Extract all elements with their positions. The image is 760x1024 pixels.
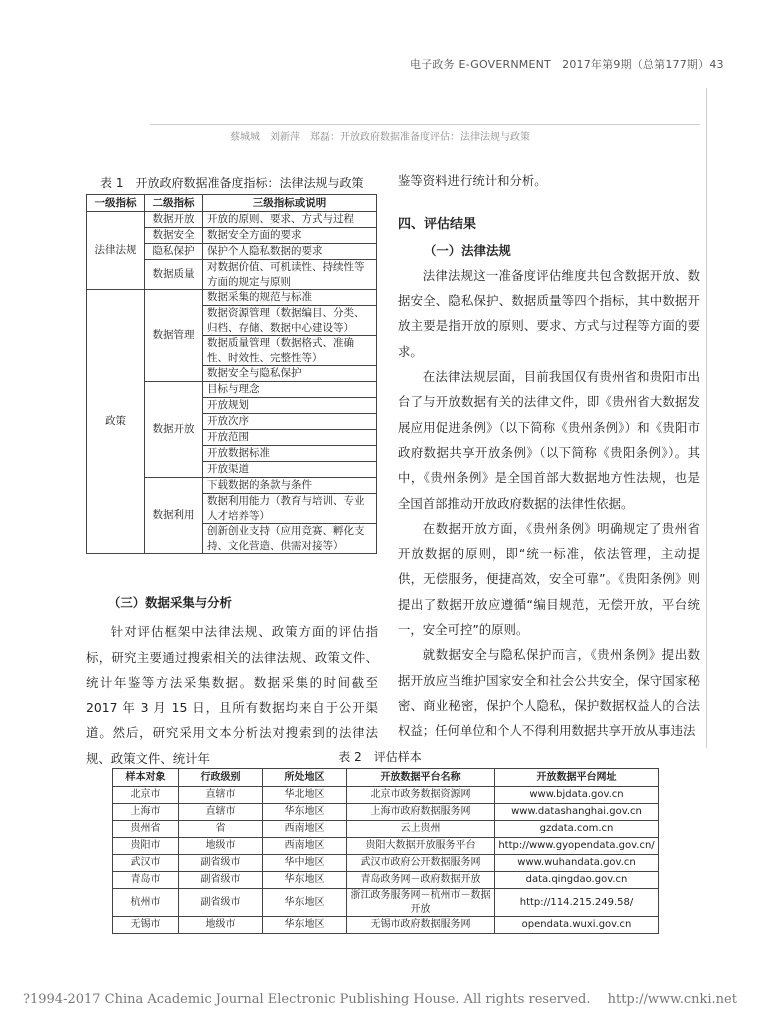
table2-cell: gzdata.com.cn [495,821,659,838]
table1-l3-cell: 数据资源管理（数据编目、分类、归档、存储、数据中心建设等） [203,306,377,336]
table1-l3-cell: 下载数据的条款与条件 [203,478,377,494]
table2-cell: 省 [179,821,263,838]
table1-l3-cell: 数据采集的规范与标准 [203,290,377,306]
table1-l3-cell: 保护个人隐私数据的要求 [203,244,377,260]
table2-cell: 直辖市 [179,787,263,804]
table2-header-row [113,769,659,787]
section-heading-3-3: （三）数据采集与分析 [108,595,232,610]
table1-l3-cell: 开放的原则、要求、方式与过程 [203,212,377,228]
table2-cell: 浙江政务服务网－杭州市－数据开放 [347,889,495,917]
table2-cell: data.qingdao.gov.cn [495,872,659,889]
table1-l2-cell: 数据利用 [145,478,203,554]
table2-cell: 副省级市 [179,889,263,917]
section-heading-4: 四、评估结果 [398,217,477,233]
copyright-footer: ?1994-2017 China Academic Journal Electronic Publishing House. All rights reserved. http://www.cnki.net [23,992,737,1007]
table2-cell: 北京市 [113,787,179,804]
table1-l1-cell: 法律法规 [87,212,145,290]
table1-header-cell: 三级指标或说明 [203,195,377,212]
table2-cell: www.wuhandata.gov.cn [495,855,659,872]
table1-l3-cell: 开放次序 [203,414,377,430]
table2-header-cell: 所处地区 [263,769,347,787]
table2-cell: 直辖市 [179,804,263,821]
margin-rule [706,88,707,748]
table2-cell: 地级市 [179,917,263,934]
table2-cell: opendata.wuxi.gov.cn [495,917,659,934]
table2-cell: 副省级市 [179,855,263,872]
table2-cell: 华东地区 [263,889,347,917]
table2-cell: http://114.215.249.58/ [495,889,659,917]
table1-l2-cell: 数据质量 [145,260,203,290]
table2-cell: 青岛政务网－政府数据开放 [347,872,495,889]
article-subhead: 蔡城城 刘新萍 郑磊：开放政府数据准备度评估：法律法规与政策 [230,132,530,143]
table2-cell: 西南地区 [263,821,347,838]
table1-l2-cell: 数据开放 [145,382,203,478]
table1-l3-cell: 数据质量管理（数据格式、准确性、时效性、完整性等） [203,336,377,366]
table-row [113,889,659,917]
table1-l2-cell: 隐私保护 [145,244,203,260]
table1-l3-cell: 对数据价值、可机读性、持续性等方面的规定与原则 [203,260,377,290]
table2-cell: www.datashanghai.gov.cn [495,804,659,821]
table-row [113,872,659,889]
table2-cell: 杭州市 [113,889,179,917]
table2-cell: 上海市 [113,804,179,821]
table2-cell: 武汉市政府公开数据服务网 [347,855,495,872]
table1 [86,194,377,554]
table1-header-row [87,195,377,212]
table2-header-cell: 样本对象 [113,769,179,787]
table2-cell: 地级市 [179,838,263,855]
section-heading-4-1: （一）法律法规 [424,242,511,258]
table1-caption: 表 1 开放政府数据准备度指标：法律法规与政策 [100,176,364,190]
table2-cell: 贵州省 [113,821,179,838]
table2-cell: 西南地区 [263,838,347,855]
paragraph: 在数据开放方面，《贵州条例》明确规定了贵州省开放数据的原则，即“统一标准，依法管理，主动提供，无偿服务，便捷高效，安全可靠”。《贵阳条例》则提出了数据开放应遵循“编目规范，无偿开放，平台统一，安全可控”的原则。 [398,520,700,638]
table-row [113,804,659,821]
table2-cell: 华东地区 [263,872,347,889]
table2-cell: 副省级市 [179,872,263,889]
table2-caption: 表 2 评估样本 [338,750,422,764]
table1-l2-cell: 数据管理 [145,290,203,382]
table1-header-cell: 一级指标 [87,195,145,212]
table-row [113,917,659,934]
header-rule [150,124,700,125]
table1-l3-cell: 开放数据标准 [203,446,377,462]
table2-cell: 华东地区 [263,917,347,934]
paragraph: 针对评估框架中法律法规、政策方面的评估指标，研究主要通过搜索相关的法律法规、政策文件、统计年鉴等方法采集数据。数据采集的时间截至 2017 年 3 月 15 日，且所有数据均来自于公开渠道。然后，研究采用文本分析法对搜索到的法律法规、政策文件、统计年 [86,624,378,766]
running-head: 电子政务 E-GOVERNMENT 2017年第9期（总第177期）43 [410,58,724,71]
table-row [113,787,659,804]
table1-l3-cell: 目标与理念 [203,382,377,398]
table1-l2-cell: 数据开放 [145,212,203,228]
table2-cell: 华东地区 [263,804,347,821]
table2-cell: http://www.gyopendata.gov.cn/ [495,838,659,855]
table2-cell: 云上贵州 [347,821,495,838]
table2-cell: 无锡市政府数据服务网 [347,917,495,934]
table-row [113,821,659,838]
paragraph: 就数据安全与隐私保护而言，《贵州条例》提出数据开放应当维护国家安全和社会公共安全，保守国家秘密、商业秘密，保护个人隐私，保护数据权益人的合法权益；任何单位和个人不得利用数据共享开放从事违法 [398,647,700,739]
table-row [113,855,659,872]
table1-l3-cell: 开放渠道 [203,462,377,478]
table2-cell: 上海市政府数据服务网 [347,804,495,821]
table2-cell: 贵阳大数据开放服务平台 [347,838,495,855]
table2-cell: 华北地区 [263,787,347,804]
table1-header-cell: 二级指标 [145,195,203,212]
table1-l3-cell: 开放规划 [203,398,377,414]
table1-l3-cell: 数据安全与隐私保护 [203,366,377,382]
right-column [398,168,700,744]
table2 [112,768,659,934]
table2-cell: 北京市政务数据资源网 [347,787,495,804]
table2-header-cell: 开放数据平台名称 [347,769,495,787]
table1-l1-cell: 政策 [87,290,145,554]
table2-cell: 武汉市 [113,855,179,872]
table2-header-cell: 行政级别 [179,769,263,787]
table1-l2-cell: 数据安全 [145,228,203,244]
table2-cell: 华中地区 [263,855,347,872]
table1-l3-cell: 开放范围 [203,430,377,446]
table2-cell: www.bjdata.gov.cn [495,787,659,804]
paragraph: 在法律法规层面，目前我国仅有贵州省和贵阳市出台了与开放数据有关的法律文件，即《贵州省大数据发展应用促进条例》（以下简称《贵州条例》）和《贵阳市政府数据共享开放条例》（以下简称《贵阳条例》）。其中，《贵州条例》是全国首部大数据地方性法规，也是全国首部推动开放政府数据的法律性依据。 [398,369,700,511]
table2-cell: 青岛市 [113,872,179,889]
table1-l3-cell: 数据利用能力（教育与培训、专业人才培养等） [203,494,377,524]
table-row [113,838,659,855]
table1-l3-cell: 数据安全方面的要求 [203,228,377,244]
table2-header-cell: 开放数据平台网址 [495,769,659,787]
paragraph: 法律法规这一准备度评估维度共包含数据开放、数据安全、隐私保护、数据质量等四个指标，其中数据开放主要是指开放的原则、要求、方式与过程等方面的要求。 [398,267,700,359]
table1-l3-cell: 创新创业支持（应用竞赛、孵化支持、文化营造、供需对接等） [203,524,377,554]
left-column [86,590,378,771]
table2-cell: 贵阳市 [113,838,179,855]
table2-cell: 无锡市 [113,917,179,934]
paragraph: 鉴等资料进行统计和分析。 [398,173,547,188]
